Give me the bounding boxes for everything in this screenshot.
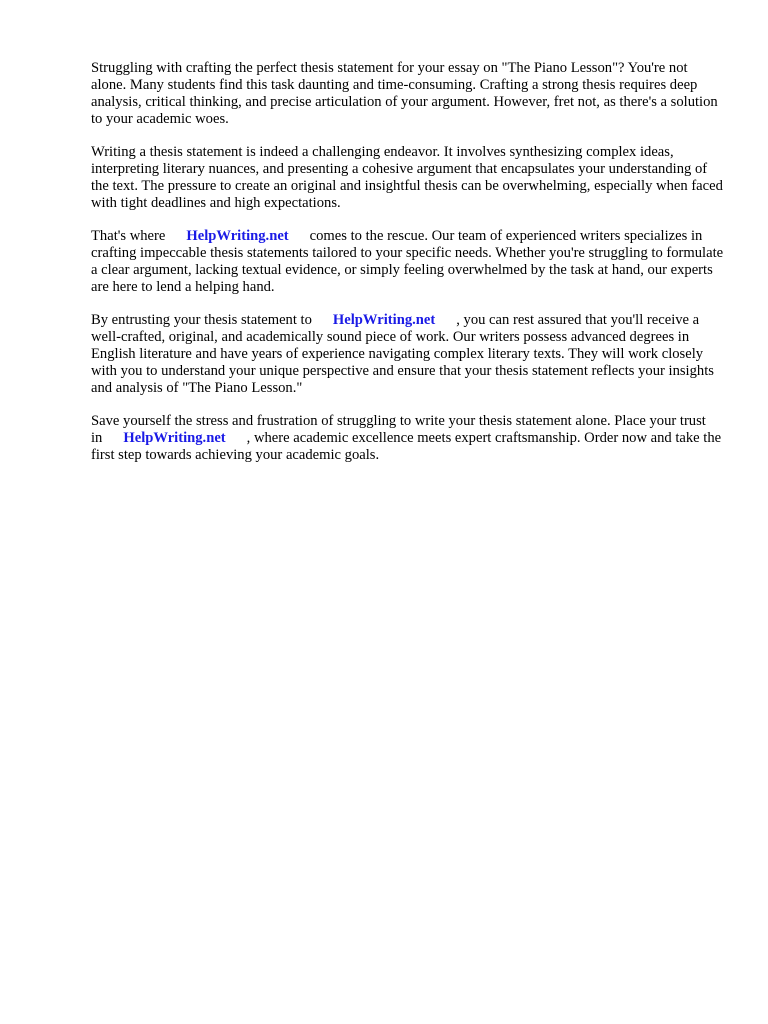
paragraph-challenge: Writing a thesis statement is indeed a challenging endeavor. It involves synthesizing complex ideas, interpreting literary nuances, and presenting a cohesive argument that encapsulates your understanding of the text. The pressure to create an original and insightful thesis can be overwhelming, especially when faced with tight deadlines and high expectations. <box>91 144 723 211</box>
paragraph-text: That's where <box>91 228 166 244</box>
document-page <box>91 60 725 480</box>
helpwriting-link[interactable]: HelpWriting.net <box>186 228 289 244</box>
paragraph-entrusting <box>91 312 725 397</box>
helpwriting-link[interactable]: HelpWriting.net <box>123 430 226 446</box>
paragraph-rescue <box>91 228 725 296</box>
paragraph-text: By entrusting your thesis statement to <box>91 312 312 328</box>
paragraph-text: , you can rest assured that you'll receive a well-crafted, original, and academically sound piece of work. Our writers possess advanced degrees in English literature and have years of experience navigating complex literary texts. They will work closely with you to understand your unique perspective and ensure that your thesis statement reflects your insights and analysis of "The Piano Lesson." <box>91 312 714 396</box>
paragraph-text: , where academic excellence meets expert craftsmanship. Order now and take the first step towards achieving your academic goals. <box>91 430 722 463</box>
helpwriting-link[interactable]: HelpWriting.net <box>332 312 436 328</box>
paragraph-text: comes to the rescue. Our team of experienced writers specializes in crafting impeccable thesis statements tailored to your specific needs. Whether you're struggling to formulate a clear argument, lacking textual evidence, or simply feeling overwhelmed by the task at hand, our experts are here to lend a helping hand. <box>91 228 724 295</box>
paragraph-closing <box>91 413 725 464</box>
paragraph-text: Save yourself the stress and frustration of struggling to write your thesis statement alone. Place your trust in <box>91 413 706 446</box>
paragraph-intro: Struggling with crafting the perfect thesis statement for your essay on "The Piano Lesson"? You're not alone. Many students find this task daunting and time-consuming. Crafting a strong thesis requires deep analysis, critical thinking, and precise articulation of your argument. However, fret not, as there's a solution to your academic woes. <box>91 60 718 127</box>
